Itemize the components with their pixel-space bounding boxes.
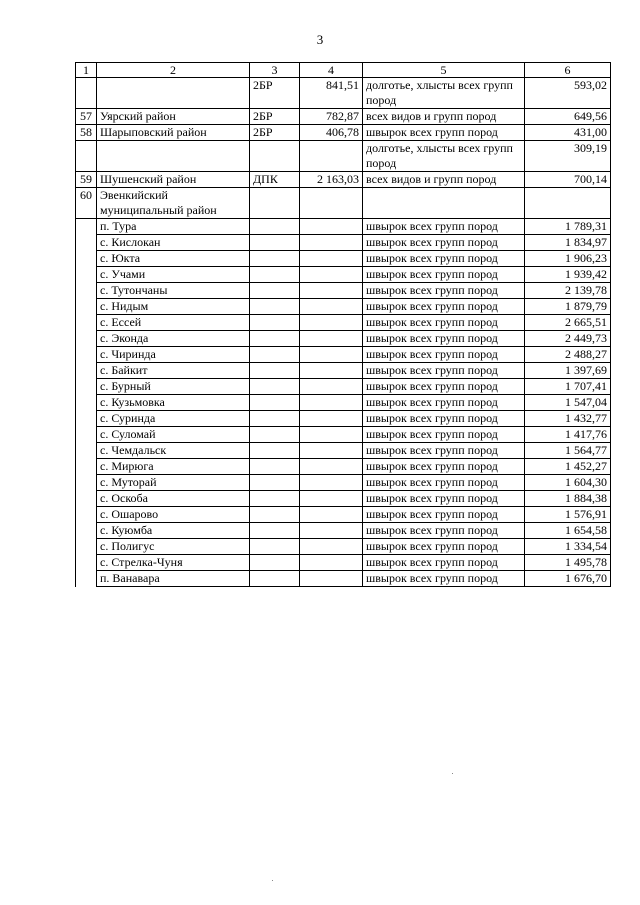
volume-cell bbox=[300, 459, 363, 475]
price-cell: 1 906,23 bbox=[525, 251, 611, 267]
settlement-row bbox=[76, 443, 611, 459]
volume-cell: 841,51 bbox=[300, 78, 363, 109]
wood-type-cell: швырок всех групп пород bbox=[363, 219, 525, 235]
volume-cell bbox=[300, 267, 363, 283]
price-cell: 700,14 bbox=[525, 172, 611, 188]
volume-cell bbox=[300, 141, 363, 172]
code-cell bbox=[250, 539, 300, 555]
row-number-cell bbox=[76, 507, 97, 523]
wood-type-cell: швырок всех групп пород bbox=[363, 299, 525, 315]
code-cell bbox=[250, 331, 300, 347]
volume-cell bbox=[300, 379, 363, 395]
row-number-cell bbox=[76, 539, 97, 555]
code-cell bbox=[250, 475, 300, 491]
wood-type-cell: швырок всех групп пород bbox=[363, 395, 525, 411]
wood-type-cell: швырок всех групп пород bbox=[363, 539, 525, 555]
volume-cell bbox=[300, 235, 363, 251]
settlement-name-cell: с. Кислокан bbox=[97, 235, 250, 251]
price-cell: 2 449,73 bbox=[525, 331, 611, 347]
volume-cell bbox=[300, 491, 363, 507]
volume-cell bbox=[300, 188, 363, 219]
settlement-row bbox=[76, 219, 611, 235]
wood-type-cell bbox=[363, 188, 525, 219]
settlement-row bbox=[76, 299, 611, 315]
settlement-name-cell: с. Кузьмовка bbox=[97, 395, 250, 411]
wood-type-cell: швырок всех групп пород bbox=[363, 315, 525, 331]
code-cell bbox=[250, 363, 300, 379]
volume-cell: 2 163,03 bbox=[300, 172, 363, 188]
code-cell bbox=[250, 251, 300, 267]
wood-type-cell: швырок всех групп пород bbox=[363, 283, 525, 299]
table-row bbox=[76, 125, 611, 141]
settlement-name-cell: п. Ванавара bbox=[97, 571, 250, 587]
settlement-row bbox=[76, 475, 611, 491]
settlement-name-cell: с. Суринда bbox=[97, 411, 250, 427]
settlement-name-cell: с. Бурный bbox=[97, 379, 250, 395]
row-number-cell bbox=[76, 315, 97, 331]
table-row bbox=[76, 78, 611, 109]
price-cell: 649,56 bbox=[525, 109, 611, 125]
table-row bbox=[76, 188, 611, 219]
volume-cell bbox=[300, 411, 363, 427]
row-number-cell bbox=[76, 363, 97, 379]
settlement-row bbox=[76, 459, 611, 475]
code-cell bbox=[250, 523, 300, 539]
price-cell: 1 576,91 bbox=[525, 507, 611, 523]
code-cell bbox=[250, 267, 300, 283]
wood-type-cell: швырок всех групп пород bbox=[363, 427, 525, 443]
code-cell: ДПК bbox=[250, 172, 300, 188]
settlement-name-cell: с. Муторай bbox=[97, 475, 250, 491]
price-cell: 1 789,31 bbox=[525, 219, 611, 235]
volume-cell bbox=[300, 363, 363, 379]
page-number: 3 bbox=[316, 32, 324, 47]
settlement-row bbox=[76, 267, 611, 283]
code-cell bbox=[250, 235, 300, 251]
price-cell: 1 707,41 bbox=[525, 379, 611, 395]
settlement-row bbox=[76, 363, 611, 379]
price-cell: 1 884,38 bbox=[525, 491, 611, 507]
settlement-name-cell: с. Нидым bbox=[97, 299, 250, 315]
price-cell: 1 834,97 bbox=[525, 235, 611, 251]
row-number-cell: 59 bbox=[76, 172, 97, 188]
header-cell-6: 6 bbox=[525, 63, 611, 78]
code-cell: 2БР bbox=[250, 125, 300, 141]
price-cell: 2 139,78 bbox=[525, 283, 611, 299]
row-number-cell bbox=[76, 251, 97, 267]
header-row bbox=[76, 63, 611, 78]
wood-type-cell: швырок всех групп пород bbox=[363, 235, 525, 251]
code-cell bbox=[250, 379, 300, 395]
settlement-name-cell: с. Эконда bbox=[97, 331, 250, 347]
row-number-cell bbox=[76, 555, 97, 571]
wood-type-cell: швырок всех групп пород bbox=[363, 571, 525, 587]
row-number-cell: 60 bbox=[76, 188, 97, 219]
volume-cell bbox=[300, 315, 363, 331]
header-cell-2: 2 bbox=[97, 63, 250, 78]
table-row bbox=[76, 141, 611, 172]
price-cell: 1 879,79 bbox=[525, 299, 611, 315]
volume-cell bbox=[300, 251, 363, 267]
row-number-cell bbox=[76, 411, 97, 427]
wood-type-cell: швырок всех групп пород bbox=[363, 523, 525, 539]
district-name-cell: Эвенкийский муниципальный район bbox=[97, 188, 250, 219]
settlement-name-cell: с. Оскоба bbox=[97, 491, 250, 507]
code-cell bbox=[250, 571, 300, 587]
wood-type-cell: швырок всех групп пород bbox=[363, 475, 525, 491]
price-cell: 1 564,77 bbox=[525, 443, 611, 459]
row-number-cell bbox=[76, 475, 97, 491]
header-cell-1: 1 bbox=[76, 63, 97, 78]
table-row bbox=[76, 109, 611, 125]
price-cell: 1 604,30 bbox=[525, 475, 611, 491]
scan-speck bbox=[272, 880, 273, 881]
price-cell: 1 334,54 bbox=[525, 539, 611, 555]
settlement-name-cell: с. Полигус bbox=[97, 539, 250, 555]
volume-cell bbox=[300, 283, 363, 299]
row-number-cell bbox=[76, 331, 97, 347]
header-cell-5: 5 bbox=[363, 63, 525, 78]
wood-type-cell: швырок всех групп пород bbox=[363, 491, 525, 507]
settlement-name-cell: с. Суломай bbox=[97, 427, 250, 443]
volume-cell bbox=[300, 331, 363, 347]
scan-speck bbox=[452, 773, 453, 774]
district-name-cell bbox=[97, 141, 250, 172]
price-cell: 1 417,76 bbox=[525, 427, 611, 443]
settlement-name-cell: с. Чиринда bbox=[97, 347, 250, 363]
settlement-row bbox=[76, 571, 611, 587]
settlement-name-cell: п. Тура bbox=[97, 219, 250, 235]
wood-type-cell: швырок всех групп пород bbox=[363, 347, 525, 363]
price-cell: 2 665,51 bbox=[525, 315, 611, 331]
volume-cell bbox=[300, 539, 363, 555]
wood-type-cell: швырок всех групп пород bbox=[363, 379, 525, 395]
settlement-row bbox=[76, 235, 611, 251]
row-number-cell: 58 bbox=[76, 125, 97, 141]
volume-cell bbox=[300, 555, 363, 571]
header-cell-3: 3 bbox=[250, 63, 300, 78]
price-cell: 1 547,04 bbox=[525, 395, 611, 411]
settlement-row bbox=[76, 283, 611, 299]
code-cell bbox=[250, 491, 300, 507]
wood-type-cell: швырок всех групп пород bbox=[363, 251, 525, 267]
wood-type-cell: швырок всех групп пород bbox=[363, 507, 525, 523]
volume-cell bbox=[300, 507, 363, 523]
settlement-row bbox=[76, 331, 611, 347]
volume-cell bbox=[300, 523, 363, 539]
row-number-cell bbox=[76, 379, 97, 395]
price-cell: 1 495,78 bbox=[525, 555, 611, 571]
settlement-name-cell: с. Ессей bbox=[97, 315, 250, 331]
row-number-cell bbox=[76, 491, 97, 507]
volume-cell bbox=[300, 347, 363, 363]
code-cell bbox=[250, 283, 300, 299]
price-cell: 1 432,77 bbox=[525, 411, 611, 427]
settlement-name-cell: с. Стрелка-Чуня bbox=[97, 555, 250, 571]
settlement-row bbox=[76, 491, 611, 507]
row-number-cell bbox=[76, 347, 97, 363]
row-number-cell bbox=[76, 459, 97, 475]
volume-cell: 782,87 bbox=[300, 109, 363, 125]
wood-type-cell: швырок всех групп пород bbox=[363, 363, 525, 379]
wood-type-cell: швырок всех групп пород bbox=[363, 555, 525, 571]
wood-type-cell: швырок всех групп пород bbox=[363, 411, 525, 427]
settlement-row bbox=[76, 347, 611, 363]
row-number-cell bbox=[76, 443, 97, 459]
settlement-name-cell: с. Юкта bbox=[97, 251, 250, 267]
district-name-cell: Шушенский район bbox=[97, 172, 250, 188]
volume-cell bbox=[300, 571, 363, 587]
code-cell bbox=[250, 219, 300, 235]
price-cell: 1 654,58 bbox=[525, 523, 611, 539]
volume-cell bbox=[300, 443, 363, 459]
volume-cell bbox=[300, 219, 363, 235]
row-number-cell bbox=[76, 571, 97, 587]
price-cell: 593,02 bbox=[525, 78, 611, 109]
row-number-cell bbox=[76, 219, 97, 235]
settlement-name-cell: с. Ошарово bbox=[97, 507, 250, 523]
wood-type-cell: швырок всех групп пород bbox=[363, 267, 525, 283]
settlement-row bbox=[76, 315, 611, 331]
code-cell bbox=[250, 427, 300, 443]
volume-cell: 406,78 bbox=[300, 125, 363, 141]
code-cell bbox=[250, 395, 300, 411]
price-cell: 431,00 bbox=[525, 125, 611, 141]
settlement-name-cell: с. Мирюга bbox=[97, 459, 250, 475]
settlement-row bbox=[76, 507, 611, 523]
volume-cell bbox=[300, 395, 363, 411]
settlement-row bbox=[76, 555, 611, 571]
row-number-cell bbox=[76, 523, 97, 539]
settlement-name-cell: с. Тутончаны bbox=[97, 283, 250, 299]
row-number-cell bbox=[76, 283, 97, 299]
wood-type-cell: долготье, хлысты всех групп пород bbox=[363, 78, 525, 109]
row-number-cell bbox=[76, 299, 97, 315]
code-cell bbox=[250, 507, 300, 523]
code-cell bbox=[250, 555, 300, 571]
price-cell: 1 397,69 bbox=[525, 363, 611, 379]
settlement-name-cell: с. Чемдальск bbox=[97, 443, 250, 459]
settlement-row bbox=[76, 427, 611, 443]
volume-cell bbox=[300, 475, 363, 491]
settlement-row bbox=[76, 251, 611, 267]
row-number-cell bbox=[76, 427, 97, 443]
code-cell: 2БР bbox=[250, 78, 300, 109]
code-cell: 2БР bbox=[250, 109, 300, 125]
volume-cell bbox=[300, 427, 363, 443]
settlement-row bbox=[76, 411, 611, 427]
district-name-cell bbox=[97, 78, 250, 109]
row-number-cell bbox=[76, 267, 97, 283]
settlement-row bbox=[76, 523, 611, 539]
settlement-row bbox=[76, 539, 611, 555]
code-cell bbox=[250, 299, 300, 315]
code-cell bbox=[250, 315, 300, 331]
settlement-name-cell: с. Учами bbox=[97, 267, 250, 283]
row-number-cell bbox=[76, 395, 97, 411]
code-cell bbox=[250, 459, 300, 475]
wood-type-cell: долготье, хлысты всех групп пород bbox=[363, 141, 525, 172]
district-name-cell: Шарыповский район bbox=[97, 125, 250, 141]
price-cell: 1 452,27 bbox=[525, 459, 611, 475]
header-cell-4: 4 bbox=[300, 63, 363, 78]
price-table bbox=[75, 62, 611, 587]
wood-type-cell: швырок всех групп пород bbox=[363, 459, 525, 475]
wood-type-cell: швырок всех групп пород bbox=[363, 331, 525, 347]
price-cell: 1 676,70 bbox=[525, 571, 611, 587]
row-number-cell bbox=[76, 235, 97, 251]
code-cell bbox=[250, 141, 300, 172]
code-cell bbox=[250, 188, 300, 219]
price-cell: 309,19 bbox=[525, 141, 611, 172]
wood-type-cell: всех видов и групп пород bbox=[363, 109, 525, 125]
code-cell bbox=[250, 411, 300, 427]
district-name-cell: Уярский район bbox=[97, 109, 250, 125]
volume-cell bbox=[300, 299, 363, 315]
price-cell bbox=[525, 188, 611, 219]
price-cell: 2 488,27 bbox=[525, 347, 611, 363]
price-cell: 1 939,42 bbox=[525, 267, 611, 283]
row-number-cell: 57 bbox=[76, 109, 97, 125]
code-cell bbox=[250, 347, 300, 363]
settlement-row bbox=[76, 395, 611, 411]
row-number-cell bbox=[76, 78, 97, 109]
wood-type-cell: швырок всех групп пород bbox=[363, 443, 525, 459]
wood-type-cell: швырок всех групп пород bbox=[363, 125, 525, 141]
table-row bbox=[76, 172, 611, 188]
code-cell bbox=[250, 443, 300, 459]
row-number-cell bbox=[76, 141, 97, 172]
settlement-row bbox=[76, 379, 611, 395]
settlement-name-cell: с. Куюмба bbox=[97, 523, 250, 539]
settlement-name-cell: с. Байкит bbox=[97, 363, 250, 379]
wood-type-cell: всех видов и групп пород bbox=[363, 172, 525, 188]
